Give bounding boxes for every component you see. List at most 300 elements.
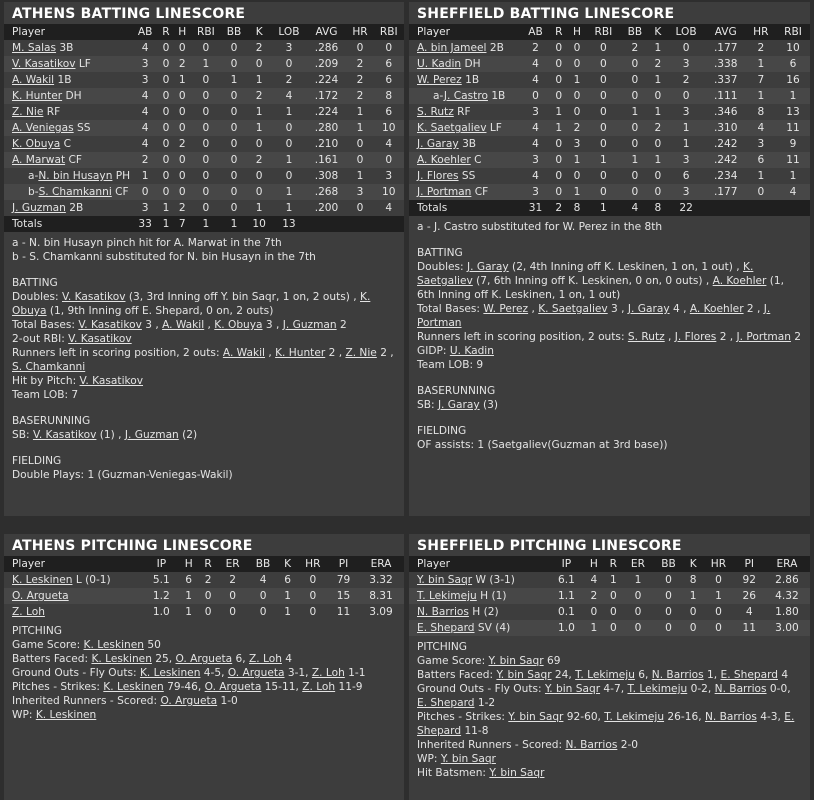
- total-cell: 33: [132, 216, 158, 232]
- stat-cell: 0: [347, 152, 374, 168]
- player-link[interactable]: U. Kadin: [417, 58, 462, 70]
- stat-cell: 0: [665, 574, 672, 586]
- stat-cell: .346: [713, 106, 738, 118]
- player-cell: [409, 120, 521, 136]
- player-link[interactable]: Y. bin Saqr: [544, 683, 601, 695]
- note-text: ,: [204, 319, 215, 331]
- stat-cell: .234: [713, 170, 738, 182]
- stat-cell: 2: [229, 574, 236, 586]
- note-text: ,: [664, 331, 675, 343]
- player-link[interactable]: T. Lekimeju: [604, 711, 665, 723]
- stat-cell: 0: [229, 606, 236, 618]
- note-text: 2 ,: [376, 347, 394, 359]
- note-text: WP:: [12, 709, 36, 721]
- stat-cell: 1: [285, 106, 293, 118]
- player-cell: [409, 572, 549, 588]
- player-link[interactable]: V. Kasatikov: [68, 333, 132, 345]
- stat-cell: 1: [654, 42, 662, 54]
- player-link[interactable]: N. Barrios: [565, 739, 618, 751]
- total-cell: [746, 200, 776, 216]
- total-cell: 7: [174, 216, 191, 232]
- player-link[interactable]: T. Lekimeju: [627, 683, 688, 695]
- stat-cell: 0: [248, 588, 279, 604]
- stat-cell: 3: [141, 74, 149, 86]
- stat-cell: 0: [666, 88, 705, 104]
- stat-cell: 1: [684, 588, 702, 604]
- player-link[interactable]: A. Marwat: [12, 154, 66, 166]
- player-link[interactable]: Z. Loh: [302, 681, 336, 693]
- stat-cell: 0: [178, 106, 186, 118]
- stat-cell: 0: [158, 152, 174, 168]
- table-row: [409, 40, 810, 56]
- note-text: Doubles:: [12, 291, 62, 303]
- stat-cell: 0: [374, 152, 405, 168]
- stat-cell: 0: [586, 184, 620, 200]
- stat-cell: 2: [285, 74, 293, 86]
- note-line: [417, 330, 802, 344]
- player-link[interactable]: S. Rutz: [627, 331, 665, 343]
- stat-cell: 4: [132, 88, 158, 104]
- stat-cell: 0: [255, 138, 263, 150]
- stat-cell: 1: [185, 606, 193, 618]
- note-text: 2 ,: [325, 347, 346, 359]
- note-text: (2, 4th Inning off K. Leskinen, 1 on, 1 out) ,: [508, 261, 744, 273]
- player-link[interactable]: O. Argueta: [12, 590, 69, 602]
- table-header-row: [409, 556, 810, 572]
- stat-cell: 0: [649, 184, 666, 200]
- decision: H (2): [472, 606, 499, 618]
- player-link[interactable]: N. bin Husayn: [38, 170, 113, 182]
- player-link[interactable]: J. Portman: [417, 303, 771, 329]
- note-text: Pitches - Strikes:: [417, 711, 509, 723]
- decision: L (0-1): [75, 574, 111, 586]
- column-header: ER: [623, 556, 653, 572]
- player-link[interactable]: A. bin Jameel: [417, 42, 487, 54]
- player-link[interactable]: O. Argueta: [204, 681, 262, 693]
- total-cell: 22: [666, 200, 705, 216]
- stat-cell: .338: [706, 56, 746, 72]
- stat-cell: 0: [600, 170, 607, 182]
- stat-cell: 0: [202, 74, 210, 86]
- player-position: 2B: [69, 202, 84, 214]
- stat-cell: 0: [221, 184, 247, 200]
- note-line: [12, 428, 396, 442]
- note-text: 4-7,: [600, 683, 628, 695]
- player-link[interactable]: Y. bin Saqr: [440, 753, 496, 765]
- player-link[interactable]: J. Guzman: [12, 202, 66, 214]
- player-cell: [4, 120, 132, 136]
- player-link[interactable]: N. Barrios: [704, 711, 757, 723]
- stat-cell: 2.86: [775, 574, 799, 586]
- note-text: GIDP:: [417, 345, 450, 357]
- player-link[interactable]: K. Leskinen: [35, 709, 97, 721]
- note-text: 3 ,: [262, 319, 283, 331]
- player-link[interactable]: A. Koehler: [689, 303, 744, 315]
- section-heading: PITCHING: [417, 641, 467, 653]
- note-line: [12, 346, 396, 374]
- player-link[interactable]: E. Shepard: [417, 711, 795, 737]
- player-link[interactable]: J. Guzman: [124, 429, 179, 441]
- note-text: 79-46,: [163, 681, 205, 693]
- note-text: 1,: [703, 669, 721, 681]
- note-text: 50: [143, 639, 161, 651]
- player-link[interactable]: A. Koehler: [417, 154, 471, 166]
- player-link[interactable]: J. Garay: [627, 303, 670, 315]
- stat-cell: 0: [634, 606, 642, 618]
- player-link[interactable]: V. Kasatikov: [79, 375, 144, 387]
- note-text: (1, 9th Inning off E. Shepard, 0 on, 2 outs): [46, 305, 274, 317]
- note-text: 0-0,: [766, 683, 791, 695]
- note-text: 92-60,: [563, 711, 605, 723]
- player-link[interactable]: S. Rutz: [417, 106, 454, 118]
- stat-cell: 6: [746, 152, 776, 168]
- stat-cell: 0: [604, 620, 623, 636]
- note-line: [417, 358, 802, 372]
- player-link[interactable]: V. Kasatikov: [32, 429, 97, 441]
- stat-cell: 1: [631, 106, 639, 118]
- table-header-row: [409, 24, 810, 40]
- player-link[interactable]: A. Koehler: [712, 275, 767, 287]
- stat-cell: 2: [532, 42, 539, 54]
- player-link[interactable]: K. Obuya: [12, 138, 61, 150]
- player-link[interactable]: Z. Loh: [311, 667, 345, 679]
- note-text: Double Plays: 1 (Guzman-Veniegas-Wakil): [12, 469, 233, 481]
- player-cell: [409, 588, 549, 604]
- player-link[interactable]: Y. bin Saqr: [488, 655, 544, 667]
- stat-cell: 0: [620, 88, 649, 104]
- stat-cell: 0: [191, 120, 221, 136]
- stat-cell: 0: [649, 88, 666, 104]
- stat-cell: 92: [742, 574, 756, 586]
- athens-pitching-panel: [4, 534, 404, 800]
- note-text: (2): [178, 429, 198, 441]
- table-row: [409, 88, 810, 104]
- stat-cell: 1: [141, 170, 149, 182]
- player-link[interactable]: Z. Nie: [12, 106, 44, 118]
- stat-cell: 1.0: [549, 620, 584, 636]
- player-link[interactable]: J. Portman: [736, 331, 791, 343]
- stat-cell: 0: [218, 588, 248, 604]
- pitching-section: [417, 640, 802, 780]
- note-text: Runners left in scoring position, 2 outs:: [417, 331, 628, 343]
- player-link[interactable]: J. Garay: [467, 261, 509, 273]
- stat-cell: .161: [307, 152, 347, 168]
- stat-cell: 0: [356, 138, 364, 150]
- stat-cell: .111: [706, 88, 746, 104]
- column-header: BB: [653, 556, 684, 572]
- table-row: [409, 620, 810, 636]
- column-header: RBI: [374, 24, 405, 40]
- player-link[interactable]: U. Kadin: [449, 345, 494, 357]
- note-text: 69: [543, 655, 561, 667]
- stat-cell: 0: [230, 106, 238, 118]
- stat-cell: 1: [191, 56, 221, 72]
- stat-cell: 3: [532, 106, 539, 118]
- player-link[interactable]: A. Wakil: [222, 347, 265, 359]
- table-header-row: [4, 24, 404, 40]
- note-text: Total Bases:: [417, 303, 484, 315]
- stat-cell: 0: [158, 88, 174, 104]
- stat-cell: 4: [745, 606, 753, 618]
- player-link[interactable]: N. Barrios: [417, 606, 469, 618]
- player-position: RF: [46, 106, 61, 118]
- note-line: [12, 666, 396, 680]
- player-link[interactable]: J. Garay: [417, 138, 459, 150]
- stat-cell: 0: [550, 88, 568, 104]
- player-link[interactable]: N. Barrios: [651, 669, 704, 681]
- note-text: (1) ,: [96, 429, 125, 441]
- stat-cell: 4.32: [764, 588, 810, 604]
- player-link[interactable]: J. Guzman: [282, 319, 337, 331]
- player-link[interactable]: O. Argueta: [175, 653, 233, 665]
- player-link[interactable]: K. Hunter: [275, 347, 326, 359]
- totals-label: Totals: [409, 200, 521, 216]
- substitution-note: b - S. Chamkanni substituted for N. bin Husayn in the 7th: [12, 251, 316, 263]
- stat-cell: 1: [347, 120, 374, 136]
- column-header: AVG: [706, 24, 746, 40]
- stat-cell: 4: [132, 120, 158, 136]
- sheffield-batting-table: [409, 24, 810, 216]
- stat-cell: 3.32: [369, 574, 393, 586]
- player-link[interactable]: K. Saetgaliev: [538, 303, 608, 315]
- sheffield-batting-panel: [409, 2, 810, 516]
- note-text: 4-5,: [200, 667, 228, 679]
- column-header: K: [684, 556, 702, 572]
- player-link[interactable]: K. Obuya: [12, 291, 371, 317]
- player-link[interactable]: O. Argueta: [227, 667, 285, 679]
- player-link[interactable]: K. Leskinen: [103, 681, 164, 693]
- note-text: (7, 6th Inning off K. Leskinen, 0 on, 0 outs) ,: [472, 275, 713, 287]
- player-link[interactable]: K. Saetgaliev: [417, 261, 754, 287]
- player-link[interactable]: A. Wakil: [12, 74, 55, 86]
- stat-cell: 0: [684, 620, 702, 636]
- player-link[interactable]: K. Leskinen: [83, 639, 144, 651]
- player-link[interactable]: K. Leskinen: [139, 667, 201, 679]
- total-cell: [347, 216, 374, 232]
- player-link[interactable]: K. Hunter: [12, 90, 63, 102]
- player-link[interactable]: J. Garay: [437, 399, 480, 411]
- note-text: 25,: [151, 653, 176, 665]
- player-link[interactable]: V. Kasatikov: [12, 58, 76, 70]
- stat-cell: 3.00: [764, 620, 810, 636]
- player-link[interactable]: J. Flores: [417, 170, 459, 182]
- stat-cell: .286: [314, 42, 339, 54]
- note-text: SB:: [417, 399, 438, 411]
- stat-cell: 10: [374, 120, 405, 136]
- player-link[interactable]: T. Lekimeju: [417, 590, 477, 602]
- note-text: 4: [778, 669, 789, 681]
- player-cell: [409, 168, 521, 184]
- stat-cell: 0: [221, 152, 247, 168]
- table-row: [409, 72, 810, 88]
- player-link[interactable]: K. Saetgaliev: [417, 122, 487, 134]
- stat-cell: 0: [309, 606, 317, 618]
- stat-cell: 0: [162, 138, 170, 150]
- decision: W (3-1): [475, 574, 515, 586]
- player-cell: [4, 56, 132, 72]
- note-text: Doubles:: [417, 261, 467, 273]
- player-link[interactable]: Y. bin Saqr: [496, 669, 552, 681]
- stat-cell: 0: [521, 88, 550, 104]
- player-link[interactable]: N. Barrios: [714, 683, 767, 695]
- player-link[interactable]: Z. Loh: [249, 653, 282, 665]
- stat-cell: 0: [230, 138, 238, 150]
- stat-cell: .242: [706, 152, 746, 168]
- player-link[interactable]: Y. bin Saqr: [417, 574, 473, 586]
- note-line: [417, 438, 802, 452]
- note-text: Pitches - Strikes:: [12, 681, 104, 693]
- column-header: Player: [409, 24, 521, 40]
- note-text: 1-0: [217, 695, 238, 707]
- section-heading: BASERUNNING: [12, 415, 91, 427]
- note-line: [417, 752, 802, 766]
- stat-cell: 0: [247, 56, 271, 72]
- player-link[interactable]: J. Flores: [674, 331, 717, 343]
- stat-cell: 0: [604, 588, 623, 604]
- player-link[interactable]: J. Castro: [443, 90, 488, 102]
- note-text: Team LOB: 7: [12, 389, 79, 401]
- note-text: 3 ,: [141, 319, 163, 331]
- stat-cell: 0: [191, 184, 221, 200]
- player-link[interactable]: K. Leskinen: [91, 653, 152, 665]
- player-link[interactable]: K. Obuya: [214, 319, 263, 331]
- stat-cell: 0: [609, 606, 617, 618]
- player-link[interactable]: O. Argueta: [160, 695, 218, 707]
- stat-cell: 2: [356, 74, 364, 86]
- player-link[interactable]: Z. Loh: [12, 606, 45, 618]
- stat-cell: 0: [555, 74, 563, 86]
- stat-cell: 0: [356, 202, 364, 214]
- column-header: HR: [347, 24, 374, 40]
- table-header-row: [4, 556, 404, 572]
- stat-cell: 1: [255, 74, 263, 86]
- player-link[interactable]: Z. Nie: [345, 347, 377, 359]
- athens-batting-table: [4, 24, 404, 232]
- stat-cell: 0: [653, 588, 684, 604]
- stat-cell: 6: [284, 574, 291, 586]
- player-link[interactable]: Y. bin Saqr: [489, 767, 545, 779]
- column-header: HR: [746, 24, 776, 40]
- stat-cell: 1.2: [144, 588, 179, 604]
- stat-cell: 0: [573, 170, 581, 182]
- stat-cell: 0: [550, 184, 568, 200]
- athens-pitching-notes: [4, 620, 404, 726]
- note-line: [12, 708, 396, 722]
- stat-cell: 0: [174, 152, 191, 168]
- note-line: [12, 388, 396, 402]
- player-link[interactable]: A. Veniegas: [12, 122, 74, 134]
- note-text: 3 ,: [607, 303, 628, 315]
- player-link[interactable]: W. Perez: [483, 303, 529, 315]
- table-row: [4, 72, 404, 88]
- section-heading: FIELDING: [12, 455, 62, 467]
- fielding-section: [12, 454, 396, 482]
- note-text: 2: [336, 319, 347, 331]
- sub-marker: a-: [28, 170, 39, 182]
- stat-cell: 0: [689, 606, 697, 618]
- player-cell: [409, 184, 521, 200]
- player-link[interactable]: Y. bin Saqr: [508, 711, 564, 723]
- player-link[interactable]: E. Shepard: [720, 669, 778, 681]
- table-row: [4, 120, 404, 136]
- player-link[interactable]: M. Salas: [12, 42, 57, 54]
- stat-cell: 10: [786, 42, 800, 54]
- table-row: [4, 104, 404, 120]
- stat-cell: 1: [654, 74, 662, 86]
- player-link[interactable]: J. Portman: [417, 186, 472, 198]
- stat-cell: 0: [586, 120, 620, 136]
- player-link[interactable]: S. Chamkanni: [38, 186, 112, 198]
- player-link[interactable]: E. Shepard: [417, 697, 475, 709]
- stat-cell: 1: [271, 152, 306, 168]
- stat-cell: 0: [158, 184, 174, 200]
- stat-cell: 0: [600, 138, 607, 150]
- player-position: LF: [489, 122, 502, 134]
- stat-cell: 2: [757, 42, 765, 54]
- player-link[interactable]: W. Perez: [417, 74, 462, 86]
- stat-cell: 0: [285, 138, 293, 150]
- section-heading: BATTING: [12, 277, 58, 289]
- player-link[interactable]: T. Lekimeju: [575, 669, 635, 681]
- player-cell: [4, 104, 132, 120]
- note-line: [417, 738, 802, 752]
- stat-cell: .172: [307, 88, 347, 104]
- player-link[interactable]: E. Shepard: [417, 622, 475, 634]
- stat-cell: 1: [682, 138, 690, 150]
- stat-cell: 0: [550, 56, 568, 72]
- stat-cell: 8.31: [358, 588, 404, 604]
- player-link[interactable]: V. Kasatikov: [62, 291, 126, 303]
- stat-cell: 16: [786, 74, 800, 86]
- player-cell: [4, 72, 132, 88]
- stat-cell: 3: [521, 152, 550, 168]
- stat-cell: 1: [746, 88, 776, 104]
- note-text: 4-3,: [756, 711, 785, 723]
- total-cell: [776, 200, 810, 216]
- note-line: [417, 668, 802, 682]
- stat-cell: 0: [702, 620, 734, 636]
- stat-cell: 4: [746, 120, 776, 136]
- note-text: OF assists: 1 (Saetgaliev(Guzman at 3rd base)): [417, 439, 668, 451]
- substitution-note: a - N. bin Husayn pinch hit for A. Marwat in the 7th: [12, 237, 282, 249]
- table-row: [409, 120, 810, 136]
- stat-cell: 2: [347, 56, 374, 72]
- note-text: 1-2: [474, 697, 496, 709]
- column-header: R: [199, 556, 218, 572]
- stat-cell: 3: [347, 184, 374, 200]
- player-link[interactable]: V. Kasatikov: [78, 319, 142, 331]
- athens-batting-notes: [4, 232, 404, 486]
- player-link[interactable]: K. Leskinen: [12, 574, 73, 586]
- stat-cell: 0: [385, 42, 393, 54]
- stat-cell: 0: [202, 106, 210, 118]
- stat-cell: 0: [285, 170, 293, 182]
- sheffield-pitching-notes: [409, 636, 810, 784]
- stat-cell: 2: [649, 120, 666, 136]
- note-line: [417, 344, 802, 358]
- total-cell: 13: [271, 216, 306, 232]
- note-text: 11-8: [461, 725, 489, 737]
- total-cell: 1: [221, 216, 247, 232]
- note-text: 1-1: [344, 667, 366, 679]
- player-link[interactable]: A. Wakil: [162, 319, 205, 331]
- stat-cell: 0: [202, 170, 210, 182]
- player-cell: [409, 56, 521, 72]
- stat-cell: 2: [631, 42, 639, 54]
- note-line: [417, 710, 802, 738]
- stat-cell: 4: [141, 106, 149, 118]
- player-link[interactable]: S. Chamkanni: [12, 361, 86, 373]
